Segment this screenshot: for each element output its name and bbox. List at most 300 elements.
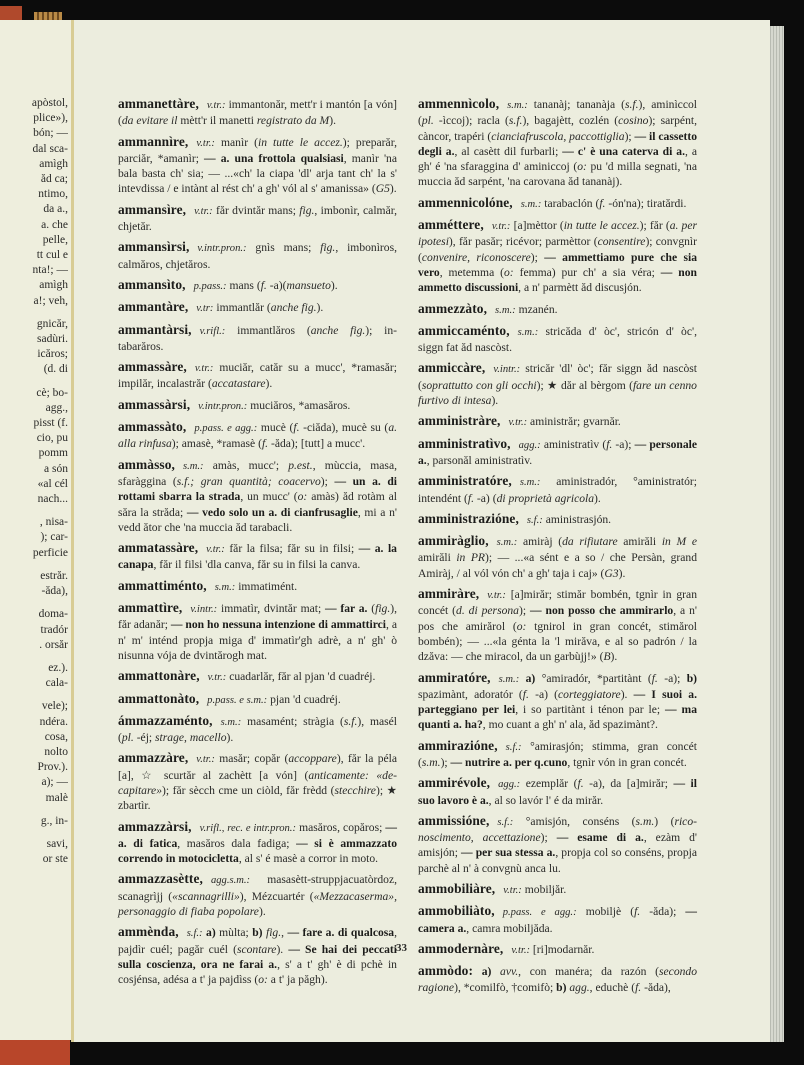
definition-text: amirăli <box>617 535 662 549</box>
example-phrase: — a. la canapa <box>118 542 397 572</box>
italic-note: di proprietà agricola <box>496 491 595 505</box>
italic-note: o: <box>577 160 587 174</box>
definition-text: immatìr, dvintăr mat; <box>221 602 325 616</box>
definition-text: [ri]modarnăr. <box>532 942 595 956</box>
headword: ammirazióne, <box>418 737 498 753</box>
fragment-line: Prov.). <box>37 761 68 774</box>
headword: ammazzàrsi, <box>118 818 192 834</box>
headword: ammissióne, <box>418 812 490 828</box>
fragment-line: ăd ca; <box>40 173 68 186</box>
definition-text: mzanén. <box>518 302 558 316</box>
fragment-line: g., in- <box>40 814 68 827</box>
definition-text: -ăda), <box>641 980 671 994</box>
italic-note: «scannagrilli» <box>172 889 240 903</box>
italic-note: f. <box>522 687 529 701</box>
definition-text: °amisjón, conséns ( <box>525 814 636 828</box>
fragment-line: ez.). <box>48 661 68 674</box>
definition-text: ); — ...«a sént e a so / che Persàn, grand Amiràj, / al vól vón ch' a gh' taja i caj» ( <box>418 551 697 580</box>
definition-text: ). <box>265 377 273 391</box>
headword: ammassàre, <box>118 359 187 375</box>
dictionary-entry <box>118 750 397 813</box>
definition-text <box>491 965 500 978</box>
definition-text: tgnirol in gran concét, stimărol bombén); — ...«la génta la 'l mirăva, e al so padrón / la dzăva: — che miracol, da un garbùjj!» ( <box>418 619 697 664</box>
definition-text: gnìs mans; <box>255 241 321 255</box>
definition-text: -ăda); [tutt] a mucc'. <box>268 437 366 451</box>
example-phrase: — a. una frottola qualsiasi <box>204 151 344 165</box>
headword: ammatassàre, <box>118 540 199 556</box>
dictionary-entry <box>118 419 397 452</box>
italic-note: convenire, riconoscere <box>421 250 531 264</box>
fragment-line: «al cél <box>37 477 68 490</box>
example-phrase: — per sua stessa a. <box>461 846 556 860</box>
fragment-gap <box>0 829 68 837</box>
italic-note: fig. <box>265 926 282 940</box>
definition-text: ); preparăr, parciăr, *amanìr; <box>118 135 397 165</box>
dictionary-entry <box>418 96 697 190</box>
grammar-label: s.f.: <box>526 514 543 526</box>
definition-text: ); <box>518 604 530 618</box>
italic-note: p.est. <box>288 458 313 472</box>
dictionary-entry <box>118 322 397 355</box>
italic-note: stecchire <box>334 783 376 797</box>
fragment-line: perficie <box>32 546 68 559</box>
dictionary-entry <box>418 586 697 664</box>
italic-note: o: <box>516 619 527 633</box>
fragment-gap <box>0 691 68 699</box>
fragment-line: cio, pu <box>36 432 68 445</box>
previous-page-text-fragment <box>0 96 68 867</box>
definition-text: ). <box>330 278 338 292</box>
example-phrase: — far a. <box>324 602 368 616</box>
grammar-label: s.f.: <box>186 928 203 940</box>
fragment-line: gnicăr, <box>36 317 68 330</box>
italic-note: a. alla rinfusa <box>118 421 398 451</box>
headword: ámmazzaménto, <box>118 712 213 728</box>
dictionary-entry <box>118 819 397 867</box>
definition-text: tarabaclón ( <box>544 196 600 210</box>
definition-text: -a)( <box>266 278 287 292</box>
italic-note: f. <box>606 437 613 451</box>
fragment-line: amìgh <box>39 279 68 292</box>
dictionary-entry <box>118 202 397 235</box>
dictionary-entry <box>118 871 397 919</box>
grammar-label: v.tr: <box>196 303 214 315</box>
headword: ammassàto, <box>118 419 187 435</box>
definition-text: , masăros dala fadiga; <box>177 836 297 850</box>
fragment-line: dal sca- <box>32 142 68 155</box>
grammar-label: v.intr.pron.: <box>198 400 248 412</box>
italic-note: f. <box>261 437 269 451</box>
headword: ammiràre, <box>418 586 480 602</box>
grammar-label: v.intr.pron.: <box>197 243 247 255</box>
definition-text: °amirasjón; stimma, gran concét ( <box>418 739 697 769</box>
headword: amministratóre, <box>418 473 512 489</box>
example-phrase: a) <box>525 671 536 685</box>
headword: ammobiliàre, <box>418 881 496 897</box>
grammar-label: v.intr.: <box>493 364 521 376</box>
fragment-line: cala- <box>45 677 68 690</box>
definition-text: ) ( <box>654 814 675 828</box>
fragment-line: tt cul e <box>36 249 68 262</box>
definition-text: ); <box>530 250 545 264</box>
italic-note: s.f. <box>508 114 523 128</box>
italic-note: f. <box>260 278 267 292</box>
grammar-label: v.tr.: <box>487 590 506 602</box>
grammar-label: v.tr.: <box>206 100 226 111</box>
italic-note: s.f. <box>343 714 358 728</box>
definition-text: -éj; <box>133 731 156 745</box>
definition-text: pu 'd milla segnati, 'na muccia ăd sarpént, 'na carovana ăd tananàj). <box>418 160 697 189</box>
italic-note: G3 <box>604 566 619 580</box>
dictionary-entry <box>418 903 697 936</box>
headword: ammodernàre, <box>418 940 504 956</box>
definition-text: ); <box>540 831 557 845</box>
fragment-line: estrăr. <box>40 569 68 582</box>
grammar-label: s.m.: <box>496 537 518 549</box>
fragment-line: pelle, <box>42 233 68 246</box>
headword: ammiccàre, <box>418 360 486 376</box>
definition-text: ); ★ zbartìr. <box>118 783 398 813</box>
definition-text: -a), da [a]mirăr; <box>583 777 674 791</box>
dictionary-entry <box>418 738 697 771</box>
dictionary-entry <box>418 813 697 876</box>
definition-text: pjan 'd cuadréj. <box>270 692 341 706</box>
italic-note: d. di persona <box>456 604 519 618</box>
definition-text: ). <box>594 491 601 505</box>
definition-text: ). <box>389 182 397 196</box>
grammar-label: s.m.: <box>214 581 236 593</box>
example-phrase: a) <box>481 965 492 979</box>
dictionary-entry <box>118 134 397 197</box>
italic-note: anticamente: «decapitare» <box>118 768 397 797</box>
grammar-label: s.m.: <box>495 304 516 316</box>
italic-note: f. <box>293 421 300 435</box>
definition-text: amàs, mucc'; <box>212 458 289 472</box>
definition-text: , mùccia, masa, sfaràggina ( <box>118 458 397 488</box>
definition-text: amiràj ( <box>522 535 563 549</box>
previous-page <box>0 20 74 1040</box>
definition-text: , imbonìr, calmăr, chjetăr. <box>118 203 398 234</box>
definition-text: immantlăros ( <box>237 323 311 337</box>
definition-text: immantlăr ( <box>216 301 271 315</box>
dictionary-entry <box>118 239 397 272</box>
headword: ammennìcolo, <box>418 96 500 111</box>
definition-text: ); intabarăros. <box>118 323 398 353</box>
dictionary-entry <box>418 941 697 958</box>
fragment-line: ndéra. <box>39 715 68 728</box>
definition-text: , i so partitànt i ténon par le; <box>515 703 666 717</box>
definition-text: , metemma ( <box>439 265 504 279</box>
headword: ammiratóre, <box>418 669 491 685</box>
italic-note: G5 <box>375 182 390 196</box>
italic-note: s.m. <box>635 814 655 828</box>
definition-text: muciăros, *amasăros. <box>250 398 351 412</box>
fragment-line: . orsăr <box>39 638 68 651</box>
definition-text: , al casètt dil furbarli; <box>454 144 563 158</box>
definition-text: stricăda d' òc', stricón d' òc', siggn fat ăd nascòst. <box>418 324 697 355</box>
example-phrase: — I suoi a. parteggiano per lei <box>418 687 697 717</box>
definition-text: mètt'r il manetti <box>177 114 257 128</box>
italic-note: scontare <box>236 942 277 956</box>
definition-text: ). <box>276 942 289 956</box>
headword: ammattiménto, <box>118 577 207 593</box>
definition-text: mobiljè ( <box>585 905 635 919</box>
definition-text: -ăda); <box>640 905 686 919</box>
definition-text: tananàj; tananàja ( <box>533 98 625 111</box>
definition-text: ). <box>491 394 499 408</box>
fragment-line: vele); <box>41 700 68 713</box>
example-phrase: — nutrire a. per q.cuno <box>450 755 568 769</box>
fragment-line: savi, <box>46 837 68 850</box>
dictionary-entry <box>418 195 697 212</box>
fragment-line: cè; bo- <box>36 386 68 399</box>
italic-note: s.f. <box>624 98 639 111</box>
definition-text: , ezàm d' amisjón; <box>418 831 697 860</box>
italic-note: anche fig. <box>310 323 366 337</box>
italic-note: f. <box>599 196 606 210</box>
dictionary-entry <box>118 359 397 392</box>
definition-text: , a n' parmètt ăd discusjón. <box>518 281 642 295</box>
fragment-gap <box>0 599 68 607</box>
grammar-label: v.tr.: <box>196 137 215 149</box>
fragment-line: a!; veh, <box>33 294 68 307</box>
definition-text: aministrăr; gvarnăr. <box>530 415 621 429</box>
italic-note: pl. <box>121 731 134 745</box>
definition-text: , imbonìros, calmăros, chjetăros. <box>118 241 397 271</box>
definition-text: ), aminìccol ( <box>418 98 697 128</box>
definition-text: ); convgnìr ( <box>418 235 697 264</box>
fragment-line: pisst (f. <box>33 417 68 430</box>
definition-text: , un mucc' ( <box>240 490 298 504</box>
grammar-label: v.rifl.: <box>199 325 226 337</box>
definition-text: , s' a t' gh' è di pchè in cosjénsa, adésa a t' ja pajdìss ( <box>118 957 397 987</box>
headword: ammattonàto, <box>118 690 200 706</box>
definition-text: ), făr la péla [a], ☆ scurtăr al zachètt [a vón] ( <box>118 752 397 782</box>
fragment-line: icăros; <box>37 348 68 361</box>
italic-note: o: <box>258 973 268 987</box>
grammar-label: v.tr.: <box>511 944 531 956</box>
example-phrase: — si è ammazzato correndo in motocicletta <box>118 836 398 866</box>
definition-text: -ìccoj); racla ( <box>433 114 509 128</box>
dictionary-entry <box>418 413 697 430</box>
grammar-label: agg.: <box>518 439 541 451</box>
italic-note: soprattutto con gli occhi <box>421 378 537 392</box>
dictionary-entry <box>418 775 697 808</box>
dictionary-entry <box>118 668 397 685</box>
italic-note: f. <box>467 491 475 505</box>
definition-text: -a); <box>657 671 687 685</box>
column-left <box>118 96 397 993</box>
dictionary-entry <box>118 924 397 987</box>
definition-text: a t' ja păgh). <box>267 973 328 987</box>
italic-note: accatastare <box>211 377 266 391</box>
headword: ammanettàre, <box>118 96 199 111</box>
grammar-label: v.tr.: <box>206 544 225 556</box>
definition-text: ); <box>624 129 635 143</box>
italic-note: o: <box>297 490 308 504</box>
definition-text: , manìr 'na bala basta ch' sia; — ...«ch' la ciapa 'dl' arja tant ch' la s' intevdissa / e intànt al rést ch' a gh' vól al s' amanissa» ( <box>118 151 397 196</box>
definition-text: mucè ( <box>260 421 294 435</box>
definition-text: stricăr 'dl' òc'; făr siggn ăd nascòst ( <box>418 362 697 392</box>
definition-text: , camra mobiljăda. <box>466 921 553 935</box>
definition-text: masamént; stràgia ( <box>247 714 344 728</box>
definition-text: ); amasè, *ramasè ( <box>171 437 262 451</box>
grammar-label: v.tr.: <box>491 221 511 233</box>
example-phrase: — un a. di rottami sbarra la strada <box>118 474 398 504</box>
dictionary-entry <box>118 713 397 746</box>
definition-text: immatimént. <box>238 579 298 593</box>
definition-text: -ón'na); tiratărdi. <box>605 196 687 210</box>
definition-text: aministradór, °aministratór; intendént ( <box>418 475 697 505</box>
definition-text: făr dvintăr mans; <box>216 203 300 217</box>
example-phrase: — ammettiamo pure che sia vero <box>418 250 698 279</box>
definition-text: [a]mirăr; stimăr bombén, tgnìr in gran concét ( <box>418 588 697 618</box>
definition-text: ). <box>258 905 266 919</box>
example-phrase: — non posso che ammirarlo <box>529 604 674 618</box>
definition-text: ), bagajètt, cozlén ( <box>522 114 619 128</box>
italic-note: f. <box>635 980 642 994</box>
definition-text: ); <box>440 755 451 769</box>
example-phrase: b) <box>252 926 263 940</box>
definition-text: , făr il filsi 'dla canva, făr su in filsi la canva. <box>153 558 361 572</box>
italic-note: fig. <box>320 241 336 255</box>
definition-text: [a]mèttor ( <box>513 219 564 233</box>
column-right <box>418 96 697 1000</box>
italic-note: in M e <box>661 535 697 549</box>
definition-text: , con manéra; da razón ( <box>518 965 660 979</box>
dictionary-entry <box>118 96 397 129</box>
grammar-label: v.tr.: <box>503 885 522 897</box>
headword: ammòdo: <box>418 963 474 979</box>
dictionary-entry <box>418 963 697 995</box>
grammar-label: s.m.: <box>498 673 520 685</box>
grammar-label: v.tr.: <box>207 672 227 684</box>
italic-note: f. <box>577 777 584 791</box>
definition-text: , pajdìr cuél; pagăr cuél ( <box>118 926 398 956</box>
headword: ammassàrsi, <box>118 396 191 412</box>
dictionary-entry <box>118 600 397 663</box>
example-phrase: — c' è una caterva di a. <box>562 144 685 158</box>
definition-text: ). <box>618 566 626 580</box>
fragment-line: nolto <box>44 745 68 758</box>
example-phrase: b) <box>556 980 567 994</box>
dictionary-entry <box>418 323 697 356</box>
fragment-gap <box>0 653 68 661</box>
grammar-label: s.m.: <box>519 477 541 489</box>
grammar-label: v.tr.: <box>194 363 214 375</box>
fragment-line: ntimo, <box>38 188 68 201</box>
definition-text: ); <box>320 474 335 488</box>
fragment-line: -ăda), <box>41 585 68 598</box>
definition-text: ), *comilfò, †comifò; <box>454 980 557 994</box>
example-phrase: — non ammetto discussioni <box>418 265 697 295</box>
italic-note: secondo ragione <box>418 965 698 994</box>
italic-note: anche fig. <box>270 301 317 315</box>
example-phrase: — ma quanti a. ha? <box>418 703 698 732</box>
definition-text: ). <box>620 687 634 701</box>
italic-note: da rifiutare <box>562 535 618 549</box>
definition-text: , a gh' é 'na sfaraggina d' aminiccoj ( <box>418 144 698 174</box>
italic-note: cianciafruscola, paccottiglia <box>491 129 625 143</box>
fragment-line: malè <box>45 791 68 804</box>
italic-note: riconoscimento, accettazione <box>418 814 697 845</box>
fragment-line: nta!; — <box>32 264 68 277</box>
definition-text: -a) ( <box>528 687 558 701</box>
definition-text: manìr ( <box>221 135 258 149</box>
grammar-label: v.rifl., rec. e intr.pron.: <box>199 822 296 834</box>
headword: ammazzasètte, <box>118 871 203 887</box>
example-phrase: — non ho nessuna intenzione di ammattirci <box>170 618 387 632</box>
headword: amméttere, <box>418 217 484 233</box>
dictionary-entry <box>418 217 697 295</box>
definition-text: amàs) ăd rotàm al săra la străda; <box>118 490 398 519</box>
definition-text: masăr; copăr ( <box>219 752 289 766</box>
fragment-line: , nisa- <box>39 516 68 529</box>
fragment-line: sadùri. <box>37 333 68 346</box>
dictionary-entry <box>118 457 397 535</box>
example-phrase: — Se hai dei peccati sulla coscienza, ora ne farai a. <box>118 942 397 971</box>
fragment-line: nach... <box>37 493 68 506</box>
definition-text: , al so lavór l' é da mirăr. <box>488 793 604 807</box>
headword: ammobiliàto, <box>418 903 495 919</box>
definition-text: femma) pur ch' a sia véra; <box>513 265 661 279</box>
dictionary-entry <box>418 511 697 528</box>
definition-text: , educhè ( <box>589 980 636 994</box>
headword: ammazzàre, <box>118 750 189 766</box>
fragment-line: or ste <box>42 853 68 866</box>
grammar-label: s.m.: <box>517 326 539 338</box>
italic-note: fig. <box>375 602 391 616</box>
fragment-line: da a., <box>43 203 68 216</box>
headword: ammàsso, <box>118 456 175 472</box>
dictionary-entry <box>118 691 397 708</box>
fragment-line: cosa, <box>44 730 68 743</box>
italic-note: B <box>603 650 611 664</box>
example-phrase: — a. di fatica <box>118 820 397 850</box>
example-phrase: — il suo lavoro è a. <box>418 777 697 807</box>
definition-text: , mo cuant a gh' n' ala, ăd spazimànt?. <box>482 718 658 732</box>
italic-note: in PR <box>456 551 485 565</box>
dictionary-entry <box>118 277 397 294</box>
page-block-edge <box>770 26 784 1042</box>
headword: ammattonàre, <box>118 668 200 684</box>
grammar-label: v.tr.: <box>196 754 215 766</box>
italic-note: f. <box>651 671 658 685</box>
italic-note: s.m. <box>421 755 441 769</box>
definition-text: ), făr pasăr; ricévor; parmèttor ( <box>448 235 598 249</box>
grammar-label: s.f.: <box>497 816 514 828</box>
definition-text: ); făr ( <box>639 219 670 233</box>
grammar-label: s.m.: <box>182 460 204 472</box>
dictionary-entry <box>418 360 697 408</box>
grammar-label: agg.: <box>498 779 521 791</box>
italic-note: in tutte le accez. <box>257 135 343 149</box>
headword: ammènda, <box>118 924 179 940</box>
fragment-line: ); car- <box>40 531 68 544</box>
example-phrase: a) <box>206 926 216 940</box>
definition-text: ezemplăr ( <box>525 777 578 791</box>
italic-note: s.f.; gran quantità; coacervo <box>176 474 321 488</box>
definition-text: -ciăda), mucè su ( <box>299 421 389 435</box>
grammar-label: p.pass.: <box>193 280 227 292</box>
definition-text: -a) ( <box>474 491 497 505</box>
grammar-label: v.tr.: <box>508 417 528 429</box>
fragment-line: pomm <box>38 447 68 460</box>
italic-note: consentire <box>597 235 646 249</box>
fragment-line: bón; — <box>33 127 68 140</box>
definition-text: , a n' pos che amirărol ( <box>418 604 697 633</box>
definition-text: ). <box>329 114 336 128</box>
